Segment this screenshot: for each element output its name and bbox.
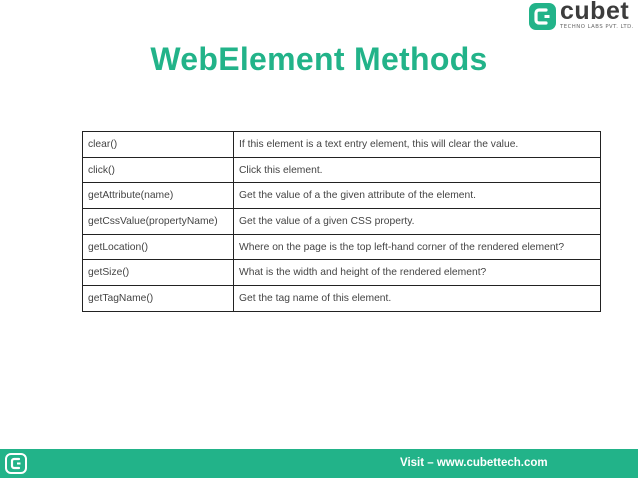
method-name-cell: clear() (83, 132, 234, 158)
method-name-cell: getAttribute(name) (83, 183, 234, 209)
method-description-cell: Click this element. (234, 157, 601, 183)
footer-visit-link[interactable]: Visit – www.cubettech.com (400, 457, 548, 469)
method-name-cell: click() (83, 157, 234, 183)
methods-table (82, 131, 601, 312)
method-description-cell: Get the tag name of this element. (234, 286, 601, 312)
method-description-cell: Where on the page is the top left-hand corner of the rendered element? (234, 234, 601, 260)
method-name-cell: getCssValue(propertyName) (83, 209, 234, 235)
method-description-cell: Get the value of a the given attribute of the element. (234, 183, 601, 209)
logo-tagline: TECHNO LABS PVT. LTD. (560, 24, 634, 30)
table-row (83, 286, 601, 312)
method-description-cell: What is the width and height of the rendered element? (234, 260, 601, 286)
table-row (83, 157, 601, 183)
cubet-logo-icon (529, 3, 556, 30)
cubet-icon (5, 453, 27, 474)
cubet-logo (529, 2, 635, 32)
method-name-cell: getTagName() (83, 286, 234, 312)
method-name-cell: getLocation() (83, 234, 234, 260)
page-title: WebElement Methods (150, 41, 488, 77)
footer-bar (0, 449, 638, 478)
table-row (83, 234, 601, 260)
method-description-cell: If this element is a text entry element, this will clear the value. (234, 132, 601, 158)
table-row (83, 209, 601, 235)
table-row (83, 260, 601, 286)
table-row (83, 183, 601, 209)
table-row (83, 132, 601, 158)
method-name-cell: getSize() (83, 260, 234, 286)
logo-wordmark: cubet (560, 0, 630, 25)
method-description-cell: Get the value of a given CSS property. (234, 209, 601, 235)
